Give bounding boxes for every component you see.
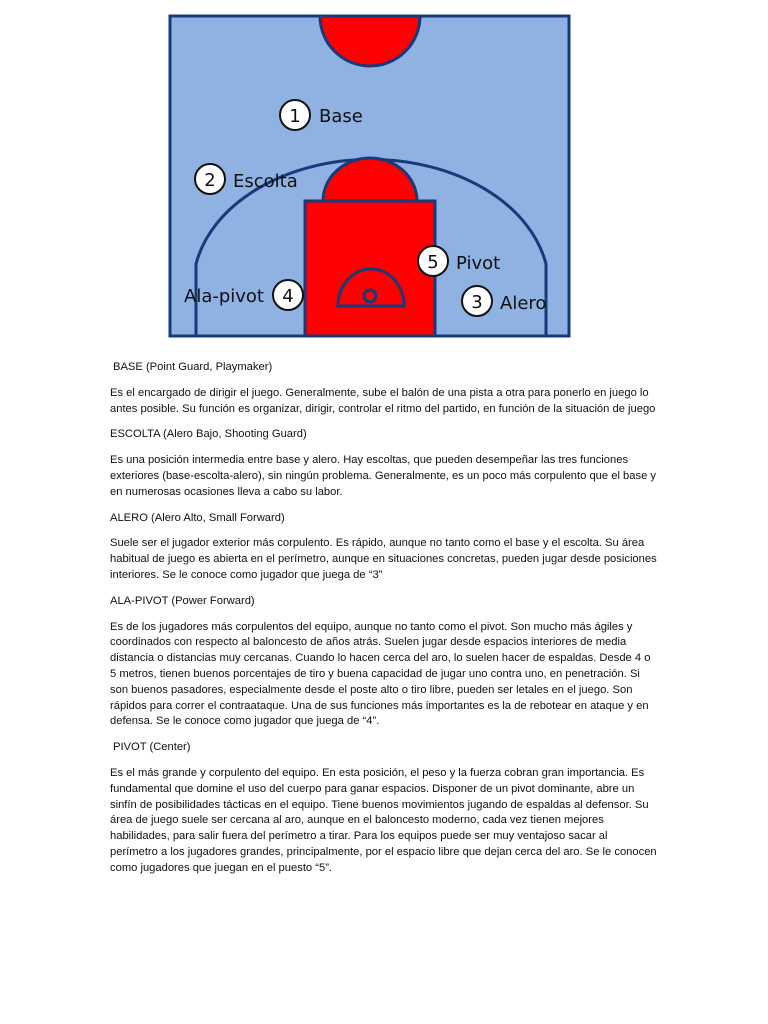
- position-number: 3: [471, 292, 483, 313]
- section-heading-base: BASE (Point Guard, Playmaker): [113, 361, 273, 373]
- section-text-pivot: Es el más grande y corpulento del equipo. En esta posición, el peso y la fuerza cobran gran importancia. Es fundamental que domine el uso del cuerpo para ganar espacios. Disponer de un pivot dominante, abre un sinfín de posibilidades tácticas en el equipo. Tiene buenos movimientos jugando de espaldas al defensor. Su área de juego suele ser cercana al aro, aunque en el baloncesto moderno, cada vez tienen mejores habilidades, para salir fuera del perímetro a tirar. Para los equipos puede ser muy ventajoso sacar al perímetro a los jugadores grandes, principalmente, por el espacio libre que dejan cerca del aro. Se le conocen como jugadores que juegan en el puesto “5”.: [110, 766, 657, 874]
- position-number: 5: [427, 252, 439, 273]
- section-text-base: Es el encargado de dirigir el juego. Generalmente, sube el balón de una pista a otra para ponerlo en juego lo antes posible. Su función es organizar, dirigir, controlar el ritmo del partido, en función de la situación de juego: [110, 386, 656, 415]
- position-label: Base: [319, 106, 363, 127]
- section-heading-escolta: ESCOLTA (Alero Bajo, Shooting Guard): [110, 428, 307, 441]
- court-diagram: [168, 14, 572, 339]
- position-label: Escolta: [233, 171, 298, 192]
- section-text-escolta: Es una posición intermedia entre base y alero. Hay escoltas, que pueden desempeñar las tres funciones exteriores (base-escolta-alero), sin ningún problema. Generalmente, es un poco más corpulento que el base y en numerosas ocasiones lleva a cabo su labor.: [110, 454, 657, 498]
- section-heading-ala-pivot: ALA-PIVOT (Power Forward): [110, 594, 255, 607]
- position-number: 1: [289, 106, 301, 127]
- section-heading-alero: ALERO (Alero Alto, Small Forward): [110, 511, 285, 524]
- position-number: 2: [204, 170, 216, 191]
- position-label: Pivot: [456, 253, 501, 274]
- section-text-alero: Suele ser el jugador exterior más corpulento. Es rápido, aunque no tanto como el base y el escolta. Su área habitual de juego es abierta en el perímetro, aunque en situaciones concretas, pueden jugar desde posiciones interiores. Se le conoce como jugador que juega de “3”: [110, 537, 657, 581]
- court-svg: [168, 14, 572, 339]
- section-text-ala-pivot: Es de los jugadores más corpulentos del equipo, aunque no tanto como el pivot. Son mucho más ágiles y coordinados con respecto al baloncesto de años atrás. Suelen jugar desde espacios interiores de media distancia o distancias muy cercanas. Cuando lo hacen cerca del aro, lo suelen hacer de espaldas. Desde 4 o 5 metros, tienen buenos porcentajes de tiro y buena capacidad de jugar uno contra uno, en penetración. Si son buenos pasadores, especialmente desde el poste alto o tiro libre, pueden ser letales en el juego. Son rápidos para correr el contraataque. Una de sus funciones más importantes es la de rebotear en ataque y en defensa. Se le conoce como jugador que juega de “4”.: [110, 620, 651, 728]
- section-heading-pivot: PIVOT (Center): [113, 741, 191, 754]
- position-number: 4: [282, 286, 294, 307]
- position-label: Ala-pivot: [184, 286, 264, 307]
- position-label: Alero: [500, 293, 547, 314]
- document-body: [110, 360, 658, 887]
